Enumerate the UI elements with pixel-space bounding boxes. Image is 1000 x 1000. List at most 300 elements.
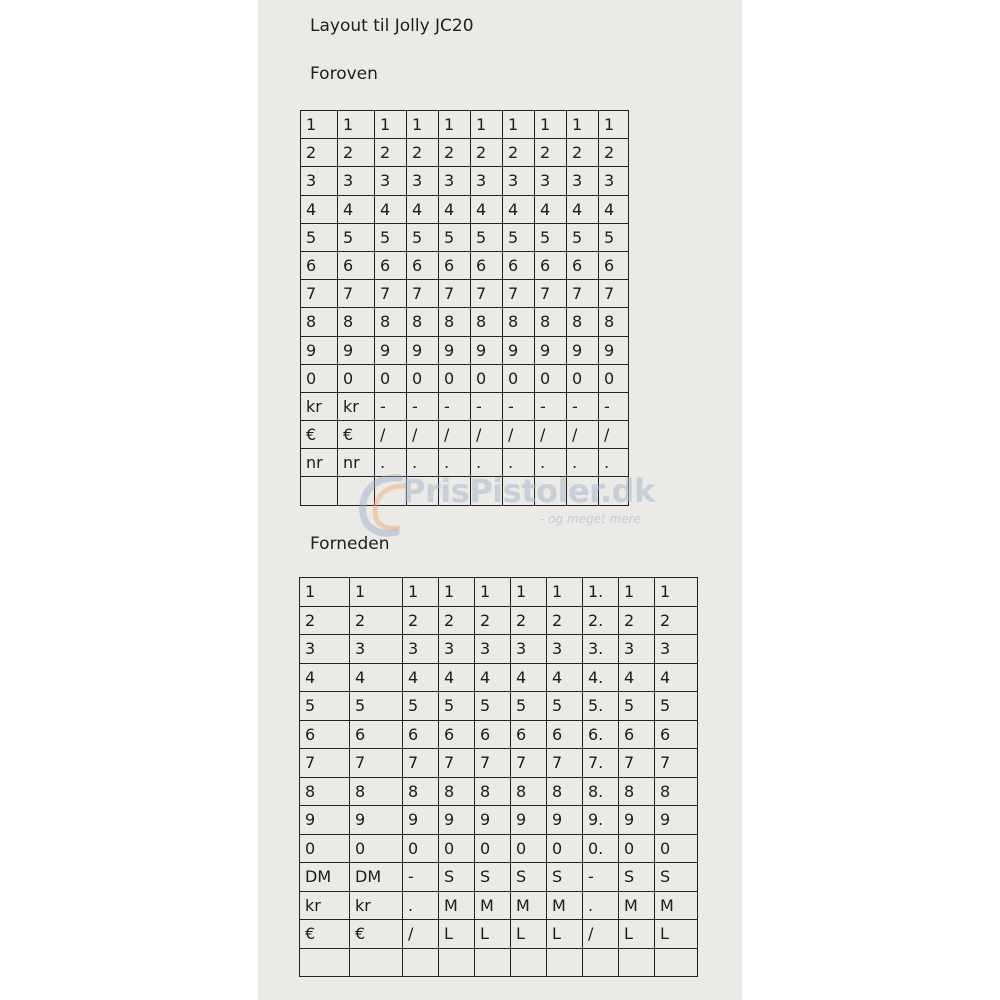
table-cell: 5: [375, 223, 407, 251]
table-cell: 4: [439, 195, 471, 223]
table-cell: 7: [439, 280, 471, 308]
table-cell: 3: [350, 635, 403, 664]
section-label-bottom: Forneden: [310, 534, 390, 554]
table-cell: €: [350, 920, 403, 949]
page-title: Layout til Jolly JC20: [310, 16, 474, 36]
table-cell: 3: [300, 635, 350, 664]
table-cell: 5: [475, 692, 511, 721]
table-cell: 0: [301, 364, 338, 392]
table-cell: 8: [503, 308, 535, 336]
table-cell: 1: [511, 578, 547, 607]
table-cell: 2: [475, 606, 511, 635]
table-cell: [547, 948, 583, 977]
table-cell: 3: [619, 635, 655, 664]
table-cell: 6: [439, 251, 471, 279]
table-cell: 7: [403, 749, 439, 778]
table-cell: 0: [439, 364, 471, 392]
table-cell: 3: [535, 167, 567, 195]
table-row: [300, 948, 698, 977]
table-cell: 1.: [583, 578, 619, 607]
table-cell: -: [503, 392, 535, 420]
table-cell: 2: [403, 606, 439, 635]
table-cell: 3.: [583, 635, 619, 664]
table-cell: 4: [350, 663, 403, 692]
table-cell: L: [547, 920, 583, 949]
table-cell: 9: [567, 336, 599, 364]
table-cell: .: [567, 449, 599, 477]
table-cell: 4: [403, 663, 439, 692]
table-row: [300, 635, 698, 664]
table-cell: 3: [403, 635, 439, 664]
table-cell: [503, 477, 535, 505]
table-cell: 6: [301, 251, 338, 279]
table-cell: 3: [567, 167, 599, 195]
table-cell: €: [338, 421, 375, 449]
table-cell: 1: [619, 578, 655, 607]
table-cell: 3: [599, 167, 629, 195]
table-cell: 1: [439, 578, 475, 607]
table-cell: 5: [439, 692, 475, 721]
table-cell: 6: [511, 720, 547, 749]
table-cell: -: [535, 392, 567, 420]
table-cell: L: [655, 920, 698, 949]
table-cell: 9: [475, 806, 511, 835]
table-cell: [350, 948, 403, 977]
table-cell: 4: [655, 663, 698, 692]
table-cell: 8: [535, 308, 567, 336]
table-row: [301, 251, 629, 279]
table-cell: 1: [338, 111, 375, 139]
table-cell: 4.: [583, 663, 619, 692]
table-cell: 6: [439, 720, 475, 749]
table-cell: 5: [350, 692, 403, 721]
table-cell: 3: [338, 167, 375, 195]
table-cell: 3: [439, 167, 471, 195]
table-cell: 7: [599, 280, 629, 308]
table-cell: 1: [403, 578, 439, 607]
table-row: [300, 720, 698, 749]
table-cell: 4: [547, 663, 583, 692]
table-cell: 2: [511, 606, 547, 635]
table-cell: 9: [375, 336, 407, 364]
table-cell: 9: [535, 336, 567, 364]
table-cell: 5: [599, 223, 629, 251]
table-row: [301, 421, 629, 449]
table-row: [300, 606, 698, 635]
table-cell: 7: [375, 280, 407, 308]
table-cell: /: [503, 421, 535, 449]
table-cell: 7: [655, 749, 698, 778]
table-cell: S: [619, 863, 655, 892]
table-row: [300, 834, 698, 863]
table-row: [300, 692, 698, 721]
table-cell: 8: [619, 777, 655, 806]
table-cell: 2: [300, 606, 350, 635]
table-cell: 0: [475, 834, 511, 863]
table-cell: 3: [511, 635, 547, 664]
table-cell: .: [375, 449, 407, 477]
table-cell: [567, 477, 599, 505]
table-cell: 6: [300, 720, 350, 749]
table-cell: 7: [471, 280, 503, 308]
table-cell: 0: [619, 834, 655, 863]
table-cell: 3: [503, 167, 535, 195]
table-cell: 3: [407, 167, 439, 195]
table-cell: 8: [655, 777, 698, 806]
table-cell: 1: [535, 111, 567, 139]
table-cell: 4: [503, 195, 535, 223]
table-cell: M: [439, 891, 475, 920]
table-cell: 6: [471, 251, 503, 279]
table-cell: nr: [338, 449, 375, 477]
table-cell: S: [547, 863, 583, 892]
table-cell: 9: [471, 336, 503, 364]
table-row: [301, 449, 629, 477]
table-cell: 6: [475, 720, 511, 749]
table-cell: 6.: [583, 720, 619, 749]
table-cell: 2: [439, 139, 471, 167]
table-cell: 4: [338, 195, 375, 223]
table-cell: 9: [439, 336, 471, 364]
table-cell: 2: [599, 139, 629, 167]
table-cell: 4: [301, 195, 338, 223]
watermark-tagline: - og meget mere: [540, 512, 641, 526]
table-row: [301, 139, 629, 167]
table-cell: 7: [350, 749, 403, 778]
table-cell: 6: [547, 720, 583, 749]
table-cell: 8: [407, 308, 439, 336]
table-row: [300, 863, 698, 892]
table-row: [301, 477, 629, 505]
table-cell: 5: [407, 223, 439, 251]
table-cell: [301, 477, 338, 505]
table-cell: 7: [511, 749, 547, 778]
table-cell: -: [439, 392, 471, 420]
table-cell: 9: [619, 806, 655, 835]
table-cell: -: [599, 392, 629, 420]
table-cell: -: [471, 392, 503, 420]
table-cell: [511, 948, 547, 977]
table-cell: 0: [407, 364, 439, 392]
table-cell: [375, 477, 407, 505]
table-cell: 9.: [583, 806, 619, 835]
table-cell: 0: [567, 364, 599, 392]
table-row: [301, 308, 629, 336]
table-cell: 2: [350, 606, 403, 635]
table-cell: 2: [535, 139, 567, 167]
table-cell: 7: [619, 749, 655, 778]
table-cell: 5: [567, 223, 599, 251]
table-cell: 6: [503, 251, 535, 279]
table-cell: [439, 948, 475, 977]
table-cell: .: [407, 449, 439, 477]
table-cell: 0.: [583, 834, 619, 863]
table-cell: [439, 477, 471, 505]
table-cell: 7: [301, 280, 338, 308]
table-cell: 8: [403, 777, 439, 806]
table-cell: 2: [619, 606, 655, 635]
table-cell: 2: [471, 139, 503, 167]
watermark-brand: PrisPistoler.dk: [402, 472, 655, 510]
table-cell: 6: [655, 720, 698, 749]
table-cell: 7: [407, 280, 439, 308]
table-cell: /: [535, 421, 567, 449]
table-cell: 6: [407, 251, 439, 279]
table-cell: 8: [375, 308, 407, 336]
table-cell: 1: [547, 578, 583, 607]
table-cell: /: [439, 421, 471, 449]
table-cell: 6: [619, 720, 655, 749]
table-cell: 1: [475, 578, 511, 607]
table-row: [301, 195, 629, 223]
table-cell: .: [599, 449, 629, 477]
table-row: [301, 336, 629, 364]
table-row: [300, 806, 698, 835]
table-cell: S: [655, 863, 698, 892]
table-row: [301, 167, 629, 195]
table-cell: 4: [471, 195, 503, 223]
table-cell: M: [511, 891, 547, 920]
table-cell: 9: [503, 336, 535, 364]
table-cell: 0: [655, 834, 698, 863]
table-cell: 3: [439, 635, 475, 664]
table-row: [300, 663, 698, 692]
table-cell: 8: [439, 308, 471, 336]
table-row: [300, 578, 698, 607]
table-cell: 5: [471, 223, 503, 251]
table-cell: kr: [301, 392, 338, 420]
table-row: [300, 749, 698, 778]
table-cell: 5: [338, 223, 375, 251]
table-cell: 2: [655, 606, 698, 635]
table-cell: 7: [475, 749, 511, 778]
table-cell: 2: [547, 606, 583, 635]
table-cell: .: [583, 891, 619, 920]
table-cell: /: [583, 920, 619, 949]
table-cell: 8: [439, 777, 475, 806]
table-cell: 1: [301, 111, 338, 139]
table-cell: 1: [655, 578, 698, 607]
table-cell: 0: [350, 834, 403, 863]
table-cell: 5: [619, 692, 655, 721]
table-cell: 2.: [583, 606, 619, 635]
layout-table-top: [300, 110, 629, 506]
table-cell: 1: [503, 111, 535, 139]
table-cell: 1: [599, 111, 629, 139]
table-cell: 0: [338, 364, 375, 392]
table-cell: [599, 477, 629, 505]
table-cell: 5: [547, 692, 583, 721]
table-cell: 3: [475, 635, 511, 664]
table-cell: L: [511, 920, 547, 949]
table-cell: /: [407, 421, 439, 449]
table-cell: 4: [567, 195, 599, 223]
table-cell: 7: [338, 280, 375, 308]
table-cell: 0: [403, 834, 439, 863]
table-cell: M: [475, 891, 511, 920]
table-cell: /: [567, 421, 599, 449]
table-cell: 8.: [583, 777, 619, 806]
table-cell: 1: [300, 578, 350, 607]
table-cell: 3: [547, 635, 583, 664]
table-cell: €: [300, 920, 350, 949]
table-cell: 8: [475, 777, 511, 806]
table-cell: M: [655, 891, 698, 920]
table-cell: 9: [407, 336, 439, 364]
table-cell: 4: [375, 195, 407, 223]
table-cell: [407, 477, 439, 505]
table-row: [300, 891, 698, 920]
table-cell: -: [407, 392, 439, 420]
table-cell: 6: [599, 251, 629, 279]
table-cell: 3: [375, 167, 407, 195]
table-cell: 5: [439, 223, 471, 251]
table-cell: 7: [547, 749, 583, 778]
table-cell: 6: [403, 720, 439, 749]
table-cell: 4: [599, 195, 629, 223]
table-cell: 0: [439, 834, 475, 863]
table-row: [300, 777, 698, 806]
table-cell: 5: [535, 223, 567, 251]
table-cell: -: [567, 392, 599, 420]
table-cell: M: [547, 891, 583, 920]
table-cell: kr: [300, 891, 350, 920]
table-cell: 9: [547, 806, 583, 835]
table-cell: 4: [407, 195, 439, 223]
table-cell: 7: [535, 280, 567, 308]
table-cell: 1: [439, 111, 471, 139]
table-cell: 6: [567, 251, 599, 279]
table-cell: 4: [439, 663, 475, 692]
table-cell: 1: [471, 111, 503, 139]
table-cell: 5: [655, 692, 698, 721]
table-cell: 9: [655, 806, 698, 835]
table-cell: 2: [407, 139, 439, 167]
table-cell: 1: [407, 111, 439, 139]
table-cell: .: [439, 449, 471, 477]
table-row: [301, 364, 629, 392]
table-cell: 0: [599, 364, 629, 392]
table-cell: 5: [300, 692, 350, 721]
table-cell: 6: [535, 251, 567, 279]
table-cell: M: [619, 891, 655, 920]
table-cell: .: [535, 449, 567, 477]
table-cell: [583, 948, 619, 977]
table-cell: 8: [338, 308, 375, 336]
table-cell: [475, 948, 511, 977]
table-cell: 0: [471, 364, 503, 392]
table-cell: 9: [300, 806, 350, 835]
table-cell: 8: [350, 777, 403, 806]
table-cell: 4: [619, 663, 655, 692]
table-cell: 9: [403, 806, 439, 835]
table-cell: 8: [547, 777, 583, 806]
table-cell: -: [375, 392, 407, 420]
table-cell: 1: [350, 578, 403, 607]
table-row: [301, 280, 629, 308]
table-cell: L: [619, 920, 655, 949]
table-cell: S: [439, 863, 475, 892]
table-cell: €: [301, 421, 338, 449]
table-cell: 9: [599, 336, 629, 364]
table-cell: -: [403, 863, 439, 892]
table-cell: 2: [301, 139, 338, 167]
table-cell: 7: [439, 749, 475, 778]
table-cell: 1: [375, 111, 407, 139]
table-cell: 0: [535, 364, 567, 392]
table-cell: -: [583, 863, 619, 892]
section-label-top: Foroven: [310, 64, 378, 84]
table-cell: 9: [350, 806, 403, 835]
table-cell: 5.: [583, 692, 619, 721]
table-cell: 6: [350, 720, 403, 749]
table-cell: 3: [655, 635, 698, 664]
table-cell: kr: [350, 891, 403, 920]
table-cell: DM: [300, 863, 350, 892]
table-cell: /: [375, 421, 407, 449]
table-cell: 4: [535, 195, 567, 223]
table-cell: [300, 948, 350, 977]
table-cell: 8: [567, 308, 599, 336]
table-cell: 9: [511, 806, 547, 835]
table-cell: S: [475, 863, 511, 892]
table-cell: nr: [301, 449, 338, 477]
table-row: [301, 111, 629, 139]
table-cell: DM: [350, 863, 403, 892]
table-cell: .: [503, 449, 535, 477]
table-cell: 2: [503, 139, 535, 167]
table-cell: 5: [403, 692, 439, 721]
table-cell: 4: [511, 663, 547, 692]
table-cell: 8: [471, 308, 503, 336]
table-cell: 4: [300, 663, 350, 692]
table-row: [300, 920, 698, 949]
table-cell: 5: [301, 223, 338, 251]
table-cell: 8: [599, 308, 629, 336]
table-cell: 7.: [583, 749, 619, 778]
table-cell: kr: [338, 392, 375, 420]
table-row: [301, 223, 629, 251]
table-cell: 7: [503, 280, 535, 308]
table-cell: 2: [338, 139, 375, 167]
table-cell: 0: [547, 834, 583, 863]
table-cell: [535, 477, 567, 505]
table-cell: 0: [503, 364, 535, 392]
table-cell: /: [471, 421, 503, 449]
table-cell: 9: [338, 336, 375, 364]
table-cell: .: [403, 891, 439, 920]
table-cell: 3: [471, 167, 503, 195]
table-cell: /: [599, 421, 629, 449]
table-cell: [655, 948, 698, 977]
table-cell: L: [475, 920, 511, 949]
table-cell: 5: [511, 692, 547, 721]
table-cell: S: [511, 863, 547, 892]
table-cell: 0: [375, 364, 407, 392]
table-cell: 2: [439, 606, 475, 635]
table-cell: 9: [301, 336, 338, 364]
table-cell: 8: [511, 777, 547, 806]
table-cell: 8: [300, 777, 350, 806]
table-cell: /: [403, 920, 439, 949]
table-cell: [338, 477, 375, 505]
layout-table-bottom: [299, 577, 698, 977]
table-cell: 2: [375, 139, 407, 167]
table-cell: [471, 477, 503, 505]
table-cell: 4: [475, 663, 511, 692]
table-cell: L: [439, 920, 475, 949]
table-cell: 9: [439, 806, 475, 835]
